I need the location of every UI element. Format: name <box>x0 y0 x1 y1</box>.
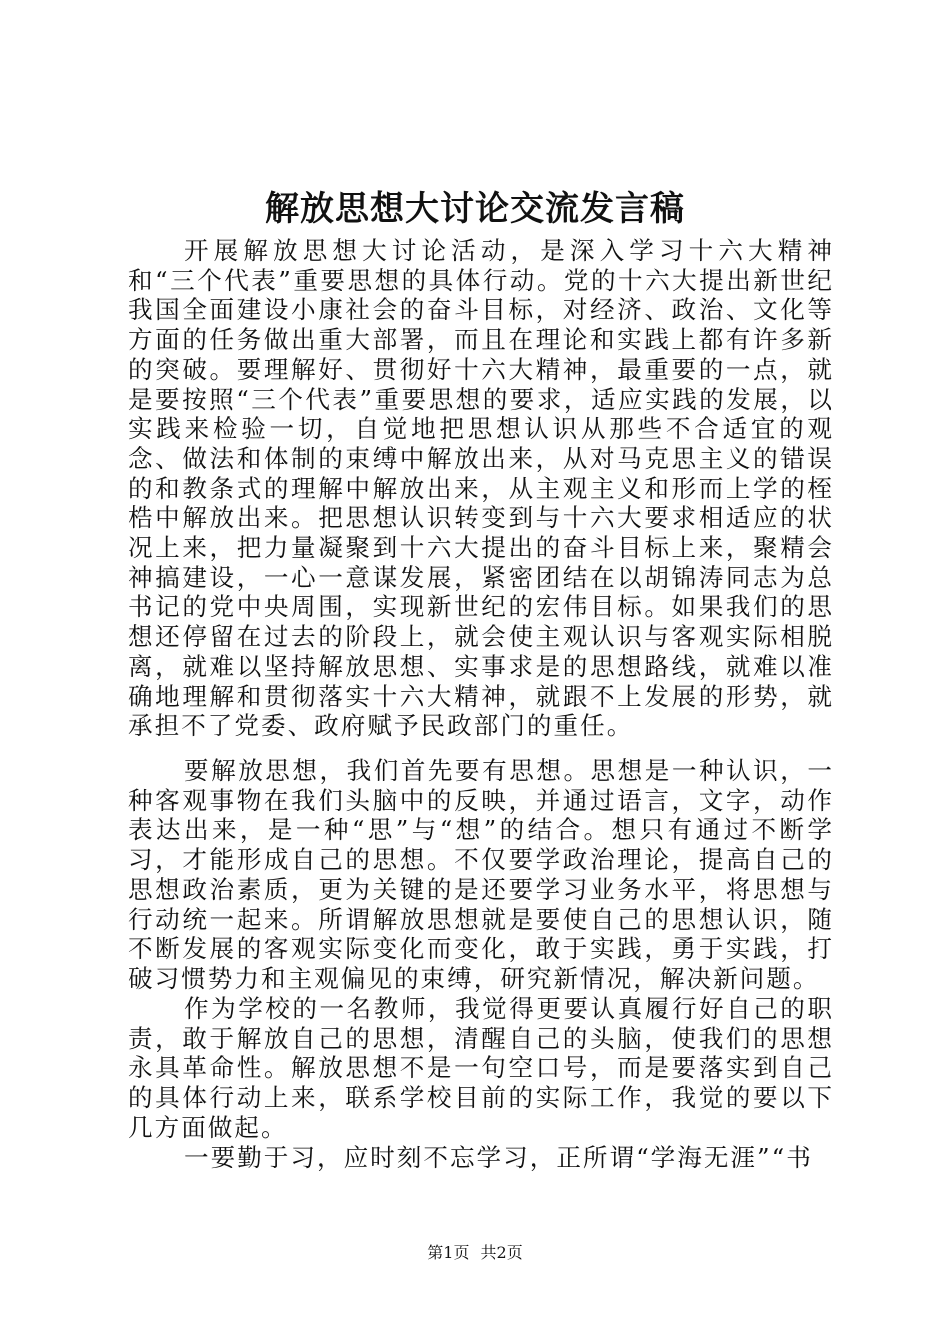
page-total: 共2页 <box>480 1243 523 1262</box>
page-footer <box>0 1242 950 1264</box>
paragraph-3: 作为学校的一名教师，我觉得更要认真履行好自己的职责，敢于解放自己的思想，清醒自己的头脑，使我们的思想永具革命性。解放思想不是一句空口号，而是要落实到自己的具体行动上来，联系学校目前的实际工作，我觉的要以下几方面做起。 <box>128 994 834 1142</box>
paragraph-2: 要解放思想，我们首先要有思想。思想是一种认识，一种客观事物在我们头脑中的反映，并通过语言，文字，动作表达出来，是一种“思”与“想”的结合。想只有通过不断学习，才能形成自己的思想。不仅要学政治理论，提高自己的思想政治素质，更为关键的是还要学习业务水平，将思想与行动统一起来。所谓解放思想就是要使自己的思想认识，随不断发展的客观实际变化而变化，敢于实践，勇于实践，打破习惯势力和主观偏见的束缚，研究新情况，解决新问题。 <box>128 756 834 993</box>
page-number: 第1页 <box>427 1243 470 1262</box>
document-title: 解放思想大讨论交流发言稿 <box>265 189 685 229</box>
paragraph-4: 一要勤于习，应时刻不忘学习，正所谓“学海无涯”“书 <box>184 1143 813 1172</box>
paragraph-1: 开展解放思想大讨论活动，是深入学习十六大精神和“三个代表”重要思想的具体行动。党的十六大提出新世纪我国全面建设小康社会的奋斗目标，对经济、政治、文化等方面的任务做出重大部署，而且在理论和实践上都有许多新的突破。要理解好、贯彻好十六大精神，最重要的一点，就是要按照“三个代表”重要思想的要求，适应实践的发展，以实践来检验一切，自觉地把思想认识从那些不合适宜的观念、做法和体制的束缚中解放出来，从对马克思主义的错误的和教条式的理解中解放出来，从主观主义和形而上学的桎梏中解放出来。把思想认识转变到与十六大要求相适应的状况上来，把力量凝聚到十六大提出的奋斗目标上来，聚精会神搞建设，一心一意谋发展，紧密团结在以胡锦涛同志为总书记的党中央周围，实现新世纪的宏伟目标。如果我们的思想还停留在过去的阶段上，就会使主观认识与客观实际相脱离，就难以坚持解放思想、实事求是的思想路线，就难以准确地理解和贯彻落实十六大精神，就跟不上发展的形势，就承担不了党委、政府赋予民政部门的重任。 <box>128 236 834 741</box>
